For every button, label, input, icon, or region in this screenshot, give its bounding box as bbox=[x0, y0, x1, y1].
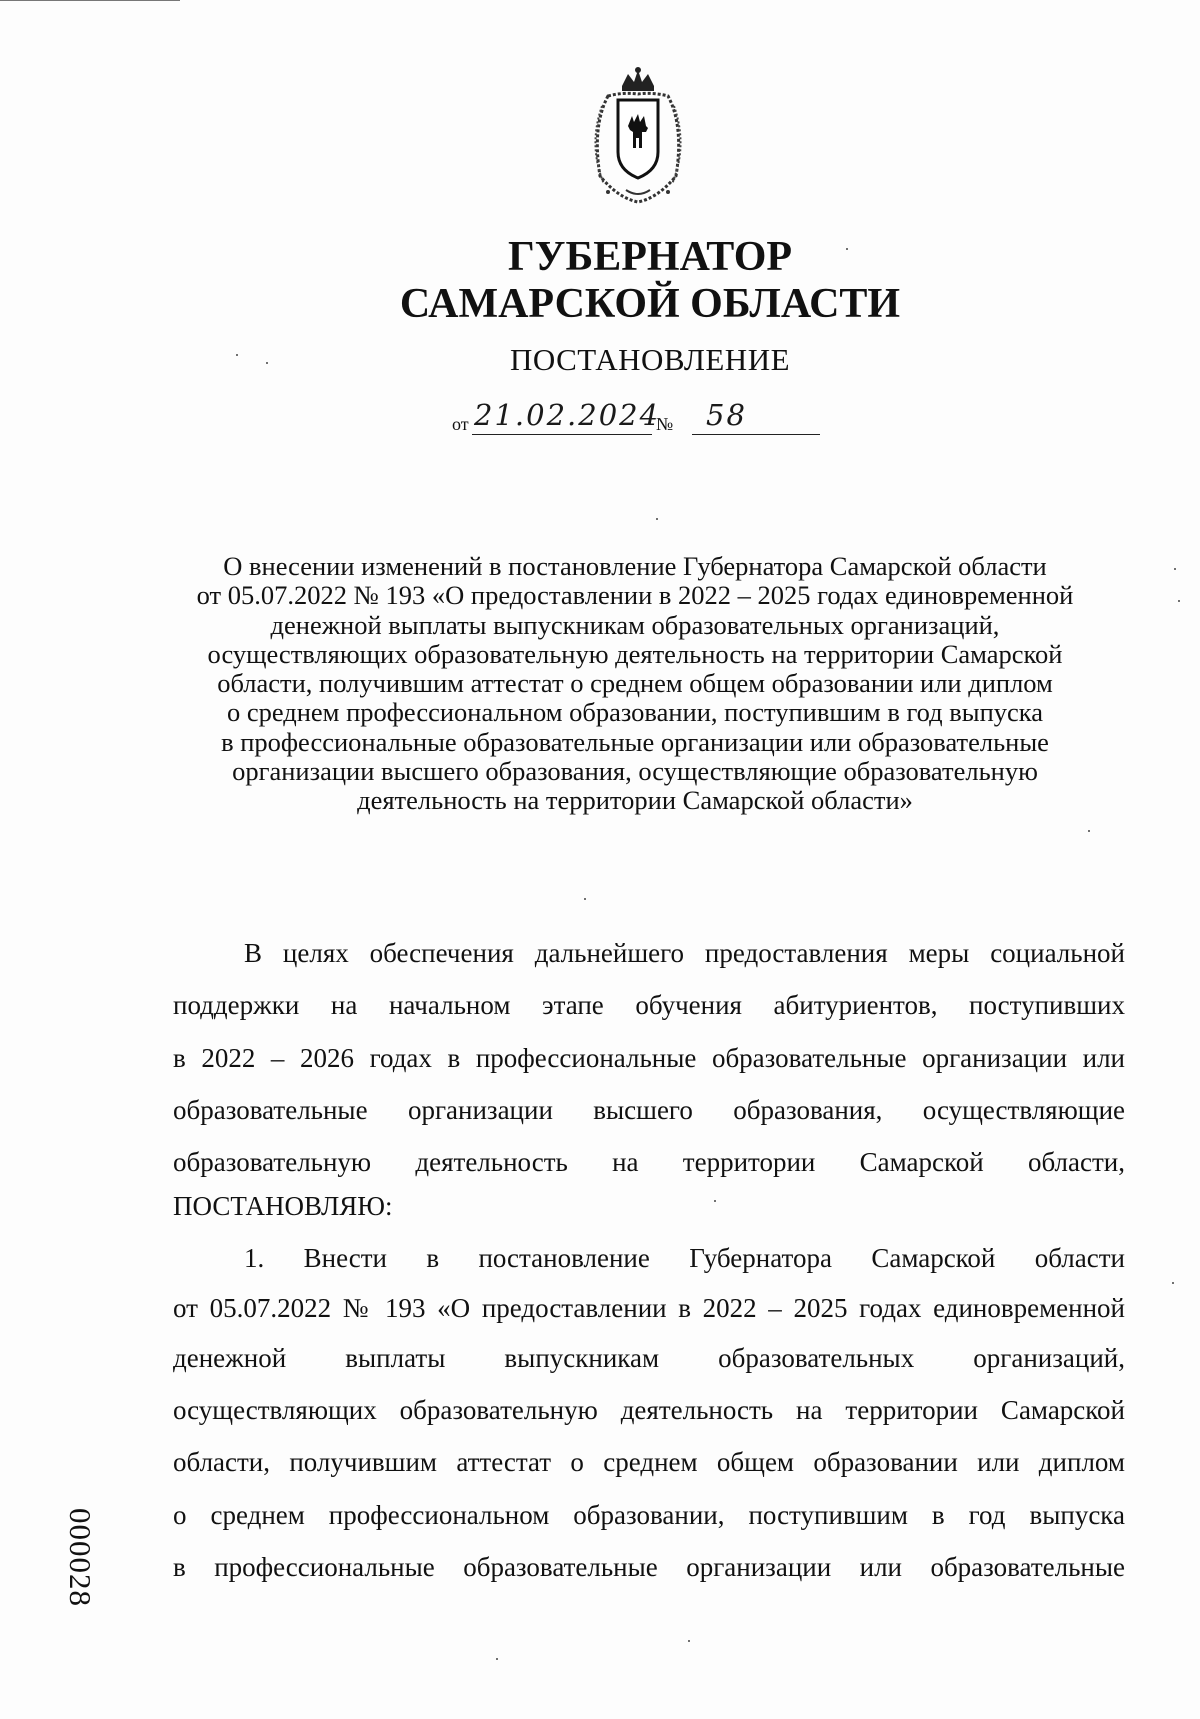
date-prefix: от bbox=[452, 414, 469, 434]
scan-speck bbox=[1172, 1282, 1174, 1284]
subject-line: деятельность на территории Самарской области» bbox=[357, 785, 913, 816]
subject-line: от 05.07.2022 № 193 «О предоставлении в 2022 – 2025 годах единовременной bbox=[196, 580, 1074, 611]
body-line: образовательные организации высшего образования, осуществляющие bbox=[173, 1095, 1125, 1125]
scan-speck bbox=[266, 362, 268, 364]
scan-speck bbox=[656, 518, 658, 520]
scan-speck bbox=[688, 1640, 690, 1642]
page-stamp-number: 000028 bbox=[63, 1508, 98, 1607]
body-line: поддержки на начальном этапе обучения абитуриентов, поступивших bbox=[173, 990, 1125, 1020]
scan-speck bbox=[1178, 600, 1180, 602]
body-line: В целях обеспечения дальнейшего предоставления меры социальной bbox=[244, 938, 1125, 968]
scan-edge-line bbox=[0, 0, 180, 1]
body-line: денежной выплаты выпускникам образовательных организаций, bbox=[173, 1343, 1125, 1373]
subject-line: организации высшего образования, осуществляющие образовательную bbox=[232, 756, 1038, 787]
subject-line: денежной выплаты выпускникам образовательных организаций, bbox=[270, 609, 1000, 640]
body-line: в 2022 – 2026 годах в профессиональные образовательные организации или bbox=[173, 1043, 1125, 1073]
coat-of-arms-icon bbox=[578, 66, 698, 206]
subject-line: о среднем профессиональном образовании, поступившим в год выпуска bbox=[226, 697, 1044, 728]
number-underline bbox=[692, 434, 820, 435]
scan-speck bbox=[1088, 830, 1090, 832]
issuing-authority-line1: ГУБЕРНАТОР bbox=[507, 234, 793, 280]
body-line: ПОСТАНОВЛЯЮ: bbox=[173, 1191, 393, 1221]
body-line: от 05.07.2022 № 193 «О предоставлении в 2022 – 2025 годах единовременной bbox=[173, 1293, 1125, 1323]
scan-speck bbox=[236, 354, 238, 356]
scan-speck bbox=[496, 1658, 498, 1660]
body-line: 1. Внести в постановление Губернатора Самарской области bbox=[244, 1243, 1125, 1273]
body-line: области, получившим аттестат о среднем общем образовании или диплом bbox=[173, 1447, 1125, 1477]
body-line: образовательную деятельность на территории Самарской области, bbox=[173, 1147, 1125, 1177]
body-line: в профессиональные образовательные организации или образовательные bbox=[173, 1552, 1125, 1582]
subject-line: О внесении изменений в постановление Губернатора Самарской области bbox=[223, 551, 1047, 581]
date-number-line bbox=[452, 398, 852, 438]
issuing-authority-line2: САМАРСКОЙ ОБЛАСТИ bbox=[399, 281, 901, 327]
body-line: о среднем профессиональном образовании, поступившим в год выпуска bbox=[173, 1500, 1125, 1530]
scan-speck bbox=[1174, 568, 1176, 570]
subject-line: области, получившим аттестат о среднем общем образовании или диплом bbox=[217, 668, 1053, 699]
number-prefix: № bbox=[656, 414, 674, 434]
document-subject bbox=[150, 552, 1120, 816]
date-underline bbox=[472, 434, 652, 435]
handwritten-number: 58 bbox=[706, 398, 747, 432]
scan-speck bbox=[846, 248, 848, 250]
body-line: осуществляющих образовательную деятельность на территории Самарской bbox=[173, 1395, 1125, 1425]
scan-speck bbox=[714, 1200, 716, 1202]
handwritten-date: 21.02.2024 bbox=[474, 398, 661, 432]
subject-line: осуществляющих образовательную деятельность на территории Самарской bbox=[207, 638, 1063, 669]
document-type: ПОСТАНОВЛЕНИЕ bbox=[509, 342, 791, 377]
subject-line: в профессиональные образовательные организации или образовательные bbox=[221, 726, 1049, 757]
scan-speck bbox=[584, 898, 586, 900]
